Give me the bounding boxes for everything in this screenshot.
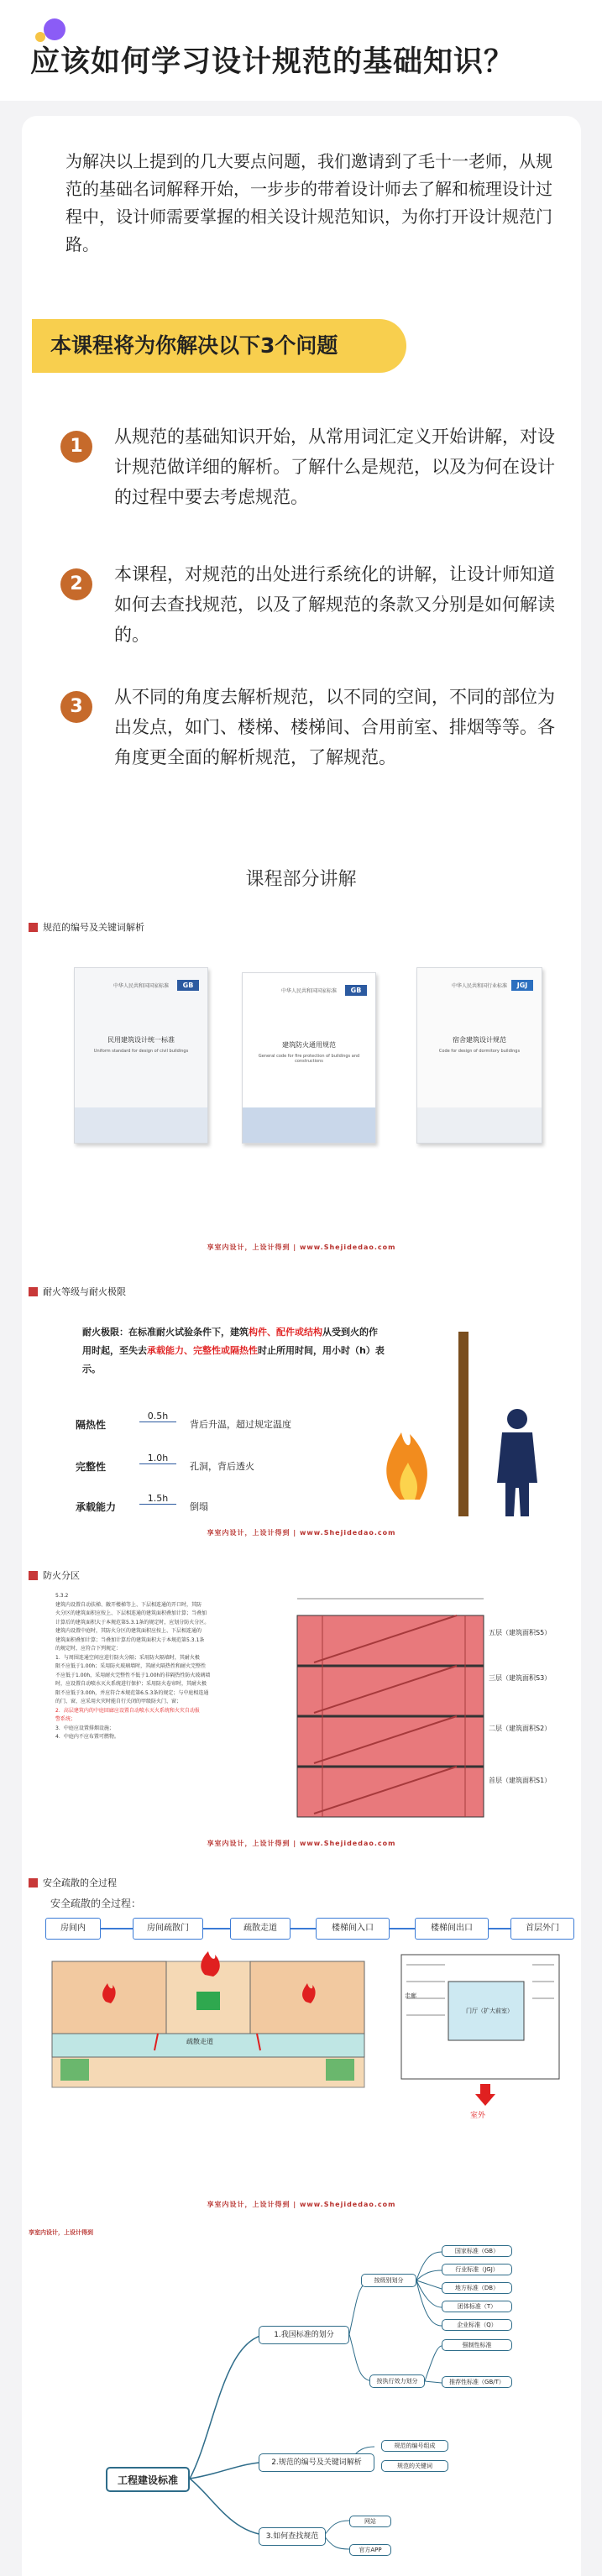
flow-step: 房间疏散门 [133, 1918, 203, 1940]
point-number-3: 3 [60, 691, 92, 723]
flow-arrow [390, 1928, 415, 1929]
floor-label: 三层（建筑面积S3） [489, 1674, 552, 1682]
row-time: 1.5h [139, 1493, 176, 1505]
floor-plan-diagram [49, 1950, 376, 2089]
slide-fire-compartment [22, 1557, 581, 1859]
flame-icon [386, 1432, 427, 1500]
plan-label: 走廊 [405, 1992, 416, 1999]
slide-fire-rating [22, 1273, 581, 1552]
slide-heading: 防火分区 [29, 1568, 80, 1582]
mindmap-branch: 2.规范的编号及关键词解析 [259, 2453, 374, 2472]
row-desc: 孔洞，背后透火 [190, 1461, 254, 1472]
slide-footer: 享室内设计，上设计得到 | www.Shejidedao.com [207, 1840, 396, 1847]
mindmap-leaf: 规范的关键词 [381, 2460, 448, 2472]
fire-definition: 耐火极限：在标准耐火试验条件下，建筑构件、配件或结构从受到火的作用时起，至失去承载能力、完整性或隔热性时止所用时间，用小时（h）表示。 [82, 1327, 385, 1374]
slide-footer: 享室内设计，上设计得到 | www.Shejidedao.com [207, 1529, 396, 1537]
mindmap-branch: 1.我国标准的划分 [259, 2326, 349, 2344]
corridor-label: 疏散走道 [186, 2038, 213, 2045]
flow-step: 疏散走道 [230, 1918, 291, 1940]
mindmap-root: 工程建设标准 [106, 2467, 190, 2492]
bullet-icon [29, 1571, 38, 1580]
slide-heading: 耐火等级与耐火极限 [29, 1285, 126, 1298]
fire-icon [201, 1951, 220, 1977]
book-cover-1: 中华人民共和国国家标准 GB 民用建筑设计统一标准 Uniform standard for design of civil buildings [74, 967, 208, 1144]
book-cover-3: 中华人民共和国行业标准 JGJ 宿舍建筑设计规范 Code for design of dormitory buildings [416, 967, 542, 1144]
down-arrow-icon [475, 2084, 495, 2106]
floor-label: 首层（建筑面积S1） [489, 1777, 552, 1784]
bullet-icon [29, 923, 38, 932]
mindmap-node: 按执行效力划分 [369, 2374, 425, 2388]
person-icon [497, 1409, 537, 1516]
flow-arrow [203, 1928, 230, 1929]
evacuation-subheading: 安全疏散的全过程： [50, 1898, 142, 1909]
book-cover-2: 中华人民共和国国家标准 GB 建筑防火通用规范 General code for fire protection of buildings and constructions [242, 972, 376, 1144]
slide-footer: 享室内设计，上设计得到 | www.Shejidedao.com [207, 2201, 396, 2208]
mindmap-leaf: 地方标准（DB） [442, 2282, 512, 2294]
mindmap-leaf: 国家标准（GB） [442, 2245, 512, 2257]
course-banner: 本课程将为你解决以下3个问题 [32, 319, 406, 373]
flow-arrow [489, 1928, 510, 1929]
plan-label: 门厅（扩大前室） [466, 2008, 513, 2014]
row-desc: 背后升温，超过规定温度 [190, 1419, 291, 1430]
slide-mindmap [22, 2222, 581, 2576]
flow-step: 楼梯间入口 [316, 1918, 390, 1940]
slide-heading: 安全疏散的全过程 [29, 1876, 117, 1889]
slide-footer: 享室内设计，上设计得到 | www.Shejidedao.com [207, 1243, 396, 1251]
flow-step: 首层外门 [510, 1918, 574, 1940]
wall-bar [458, 1332, 469, 1516]
page-title: 应该如何学习设计规范的基础知识？ [30, 45, 515, 79]
floor-label: 五层（建筑面积S5） [489, 1629, 552, 1636]
point-text-1: 从规范的基础知识开始，从常用词汇定义开始讲解，对设计规范做详细的解析。了解什么是规范，以及为何在设计的过程中要去考虑规范。 [114, 427, 555, 507]
row-time: 1.0h [139, 1453, 176, 1464]
mindmap-leaf: 行业标准（JGJ） [442, 2264, 512, 2275]
row-desc: 倒塌 [190, 1501, 208, 1512]
exit-sign-icon [196, 1992, 220, 2010]
brand-logo: 享室内设计，上设计得到 [29, 2229, 93, 2236]
flow-arrow [291, 1928, 316, 1929]
point-number-2: 2 [60, 568, 92, 600]
slide-standards [22, 907, 581, 1268]
atrium-section-diagram [289, 1582, 490, 1825]
mindmap-connectors [139, 2247, 526, 2566]
flow-arrow [101, 1928, 133, 1929]
purple-dot-icon [44, 18, 65, 40]
mindmap-leaf: 网站 [349, 2516, 391, 2527]
row-label: 承载能力 [76, 1501, 117, 1513]
row-time: 0.5h [139, 1411, 176, 1422]
bullet-icon [29, 1878, 38, 1887]
mindmap-leaf: 规范的编号组成 [381, 2440, 448, 2452]
fire-wall-illustration [358, 1323, 559, 1525]
header [0, 0, 602, 101]
section-subtitle: 课程部分讲解 [245, 869, 357, 890]
mindmap-leaf: 企业标准（Q） [442, 2319, 512, 2331]
plan-label: 室外 [470, 2112, 486, 2120]
mindmap-leaf: 团体标准（T） [442, 2301, 512, 2312]
intro-paragraph: 为解决以上提到的几大要点问题，我们邀请到了毛十一老师，从规范的基础名词解释开始，一步步的带着设计师去了解和梳理设计过程中，设计师需要掌握的相关设计规范知识，为你打开设计规范门路。 [65, 151, 552, 254]
clause-text: 5.3.2 建筑内设置自动扶梯、敞开楼梯等上、下层相连通的开口时，其防 火分区的建筑面积应按上、下层相连通的建筑面积叠加计算；当叠加 计算后的建筑面积大于本规范第5.3.1条的规定时，应划分防火分区。 建筑内设置中庭时，其防火分区的建筑面积应按上、下层相连通的 建筑面积叠加计算；当叠加计算后的建筑面积大于本规范第5.3.1条 的规定时，应符合下列规定： 1．与周围连通空间应进行防火分隔；采用防火隔墙时，其耐火极 限不应低于1.00h；采用防火玻璃墙时，其耐火隔热性和耐火完整性 不应低于1.00h，采用耐火完整性不低于1.00h的非隔热性防火玻璃墙 时，应设置自动喷水灭火系统进行保护；采用防火卷帘时，其耐火极 限不应低于3.00h，并应符合本规范第6.5.3条的规定；与中庭相连通 的门、窗，应采用火灾时能自行关闭的甲级防火门、窗； 2．高层建筑内的中庭回廊应设置自动喷水灭火系统和火灾自动报 警系统； 3．中庭应设置排烟设施； 4．中庭内不应布置可燃物。 [55, 1593, 211, 1740]
slide-evacuation [22, 1864, 581, 2217]
mindmap-node: 按级别划分 [361, 2274, 416, 2287]
point-text-3: 从不同的角度去解析规范，以不同的空间，不同的部位为出发点，如门、楼梯、楼梯间、合用前室、排烟等等。各角度更全面的解析规范，了解规范。 [114, 687, 555, 767]
flow-step: 房间内 [45, 1918, 101, 1940]
bullet-icon [29, 1287, 38, 1296]
stair-plan-diagram [398, 1948, 563, 2082]
mindmap-leaf: 官方APP [349, 2544, 391, 2556]
mindmap-leaf: 强制性标准 [442, 2339, 512, 2351]
point-number-1: 1 [60, 431, 92, 463]
row-label: 隔热性 [76, 1419, 107, 1431]
floor-label: 二层（建筑面积S2） [489, 1725, 552, 1732]
slide-heading: 规范的编号及关键词解析 [29, 920, 144, 934]
row-label: 完整性 [76, 1461, 107, 1473]
mindmap-branch: 3.如何查找规范 [259, 2527, 326, 2546]
mindmap-leaf: 推荐性标准（GB/T） [442, 2376, 512, 2388]
point-text-2: 本课程，对规范的出处进行系统化的讲解，让设计师知道如何去查找规范，以及了解规范的条款又分别是如何解读的。 [114, 564, 555, 645]
flow-step: 楼梯间出口 [415, 1918, 489, 1940]
